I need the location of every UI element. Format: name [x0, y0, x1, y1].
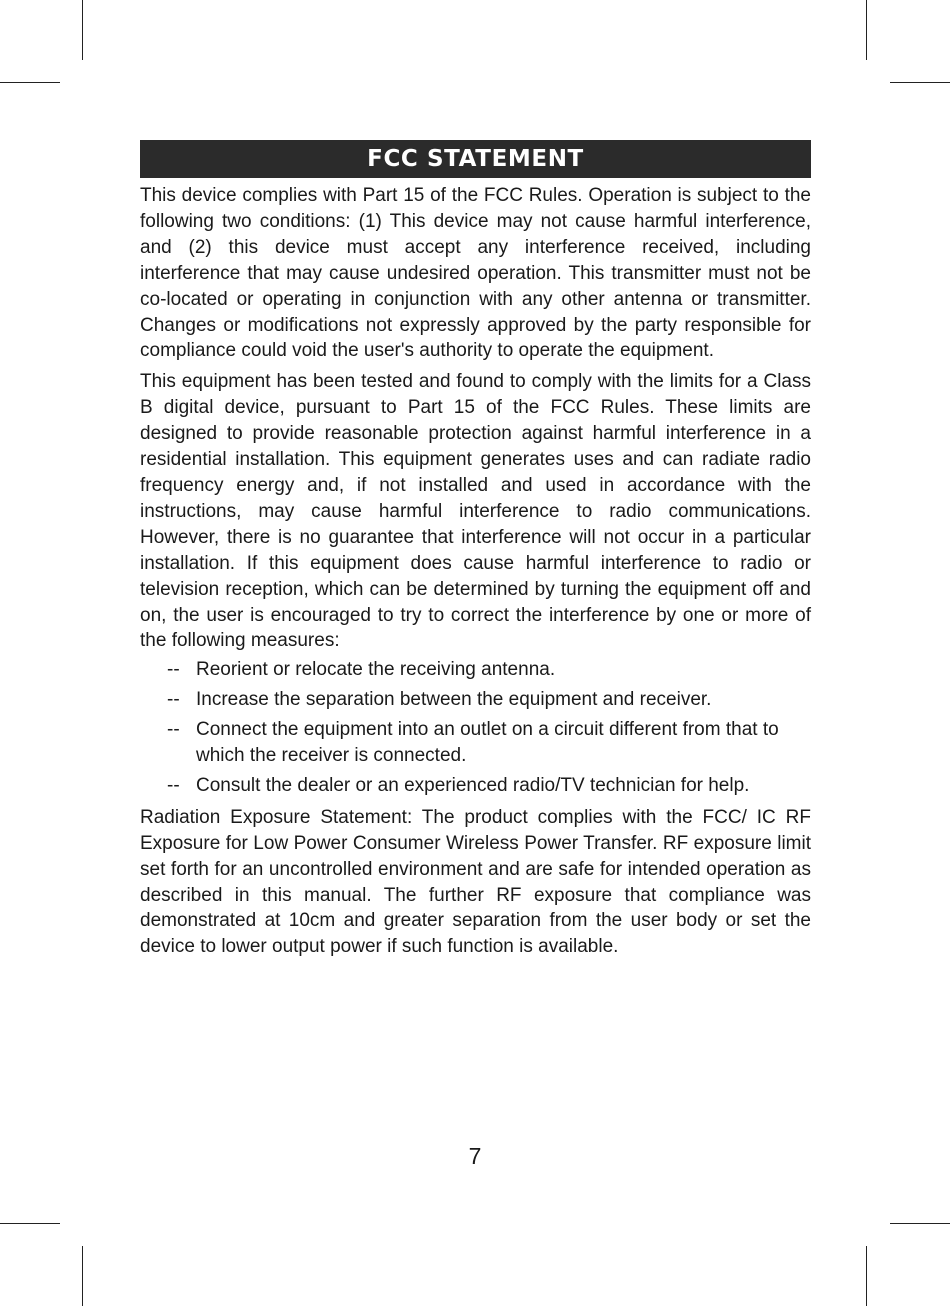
list-item-text: Increase the separation between the equipment and receiver.	[196, 689, 712, 711]
crop-mark	[866, 0, 867, 60]
crop-mark	[890, 1223, 950, 1224]
page-title: FCC STATEMENT	[367, 145, 584, 172]
list-item	[140, 717, 811, 769]
list-dash: --	[167, 689, 180, 711]
list-item-text: Reorient or relocate the receiving antenna.	[196, 659, 556, 681]
list-dash: --	[167, 774, 180, 796]
title-bar	[140, 140, 811, 178]
list-item	[140, 773, 811, 799]
document-content	[140, 140, 811, 960]
list-dash: --	[167, 659, 180, 681]
compliance-paragraph: This device complies with Part 15 of the FCC Rules. Operation is subject to the following two conditions: (1) This device may not cause harmful interference, and (2) this device must accept any interference received, including interference that may cause undesired operation. This transmitter must not be co-located or operating in conjunction with any other antenna or transmitter. Changes or modifications not expressly approved by the party responsible for compliance could void the user's authority to operate the equipment.	[140, 185, 811, 362]
list-item-text: Connect the equipment into an outlet on a circuit different from that to which the receiver is connected.	[196, 719, 779, 767]
list-dash: --	[167, 719, 180, 741]
crop-mark	[82, 0, 83, 60]
radiation-paragraph: Radiation Exposure Statement: The product complies with the FCC/ IC RF Exposure for Low Power Consumer Wireless Power Transfer. RF exposure limit set forth for an uncontrolled environment and are safe for intended operation as described in this manual. The further RF exposure that compliance was demonstrated at 10cm and greater separation from the user body or set the device to lower output power if such function is available.	[140, 806, 811, 958]
crop-mark	[0, 1223, 60, 1224]
list-item	[140, 687, 811, 713]
list-item	[140, 657, 811, 683]
list-item-text: Consult the dealer or an experienced radio/TV technician for help.	[196, 774, 750, 796]
page-number: 7	[468, 1143, 482, 1169]
crop-mark	[82, 1246, 83, 1306]
class-b-paragraph: This equipment has been tested and found to comply with the limits for a Class B digital device, pursuant to Part 15 of the FCC Rules. These limits are designed to provide reasonable protection against harmful interference in a residential installation. This equipment generates uses and can radiate radio frequency energy and, if not installed and used in accordance with the instructions, may cause harmful interference to radio communications. However, there is no guarantee that interference will not occur in a particular installation. If this equipment does cause harmful interference to radio or television reception, which can be determined by turning the equipment off and on, the user is encouraged to try to correct the interference by one or more of the following measures:	[140, 371, 811, 652]
crop-mark	[890, 82, 950, 83]
crop-mark	[866, 1246, 867, 1306]
measures-list	[140, 657, 811, 799]
crop-mark	[0, 82, 60, 83]
